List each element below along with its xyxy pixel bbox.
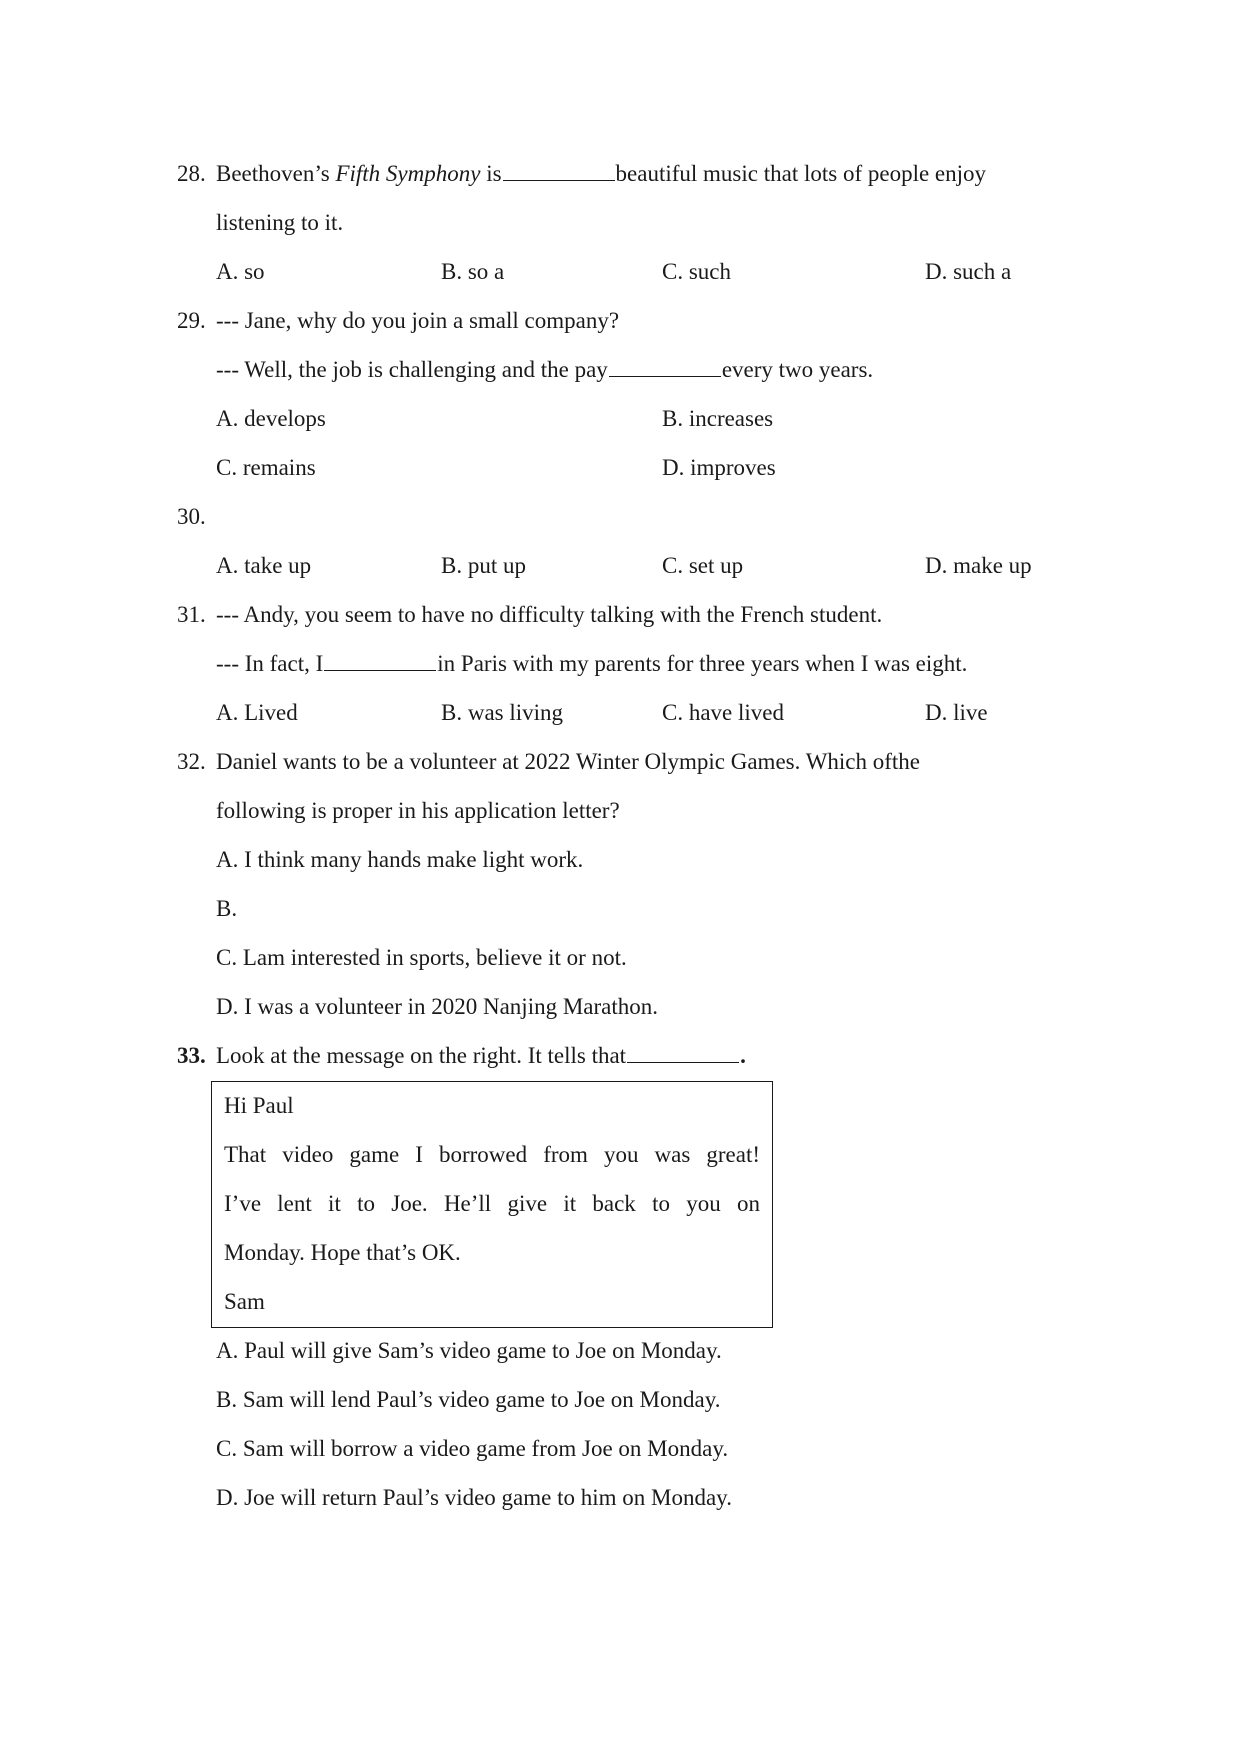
- answer-blank: [627, 1042, 739, 1063]
- question-33-text-end: .: [740, 1043, 746, 1068]
- message-line3: Monday. Hope that’s OK.: [224, 1240, 461, 1265]
- question-28-text-post: beautiful music that lots of people enjoy: [615, 161, 987, 186]
- message-line2: I’ve lent it to Joe. He’ll give it back to you on: [224, 1191, 760, 1216]
- question-31-line2-post: in Paris with my parents for three years when I was eight.: [437, 651, 968, 676]
- question-32-number: 32.: [177, 749, 206, 774]
- question-28-title: Fifth Symphony: [335, 161, 481, 186]
- option-31-a: A. Lived: [216, 700, 298, 725]
- option-29-d: D. improves: [662, 455, 776, 480]
- option-31-c: C. have lived: [662, 700, 784, 725]
- question-31-line2: [216, 650, 967, 678]
- option-28-c: C. such: [662, 259, 731, 284]
- question-30-number: 30.: [177, 504, 206, 529]
- option-30-a: A. take up: [216, 553, 312, 578]
- message-box: [211, 1081, 773, 1328]
- option-32-a: A. I think many hands make light work.: [216, 847, 584, 872]
- option-33-b: B. Sam will lend Paul’s video game to Joe on Monday.: [216, 1387, 721, 1412]
- question-28-text-mid: is: [480, 161, 502, 186]
- question-29-number: 29.: [177, 308, 206, 333]
- option-28-a: A. so: [216, 259, 265, 284]
- question-31-line1: --- Andy, you seem to have no difficulty talking with the French student.: [216, 602, 883, 627]
- answer-blank: [609, 356, 721, 377]
- question-33-stem: [216, 1042, 746, 1070]
- option-33-a: A. Paul will give Sam’s video game to Joe on Monday.: [216, 1338, 722, 1363]
- question-29-line2-pre: --- Well, the job is challenging and the pay: [216, 357, 608, 382]
- question-28-text-pre: Beethoven’s: [216, 161, 336, 186]
- question-28-stem: [216, 160, 986, 188]
- question-28-stem-line2: listening to it.: [216, 210, 344, 235]
- option-28-d: D. such a: [925, 259, 1012, 284]
- option-30-d: D. make up: [925, 553, 1032, 578]
- option-32-d: D. I was a volunteer in 2020 Nanjing Marathon.: [216, 994, 659, 1019]
- option-30-c: C. set up: [662, 553, 744, 578]
- question-31-number: 31.: [177, 602, 206, 627]
- option-31-d: D. live: [925, 700, 988, 725]
- question-29-line2-post: every two years.: [721, 357, 874, 382]
- option-29-a: A. develops: [216, 406, 326, 431]
- option-29-b: B. increases: [662, 406, 774, 431]
- option-31-b: B. was living: [441, 700, 564, 725]
- question-33-text-pre: Look at the message on the right. It tells that: [216, 1043, 627, 1068]
- option-32-b: B.: [216, 896, 238, 921]
- question-32-line2: following is proper in his application letter?: [216, 798, 620, 823]
- answer-blank: [503, 160, 615, 181]
- question-33-number: 33.: [177, 1043, 206, 1068]
- question-31-line2-pre: --- In fact, I: [216, 651, 324, 676]
- option-33-c: C. Sam will borrow a video game from Joe on Monday.: [216, 1436, 729, 1461]
- question-29-line1: --- Jane, why do you join a small company?: [216, 308, 620, 333]
- message-line1: That video game I borrowed from you was great!: [224, 1142, 760, 1167]
- message-signature: Sam: [224, 1289, 265, 1314]
- option-30-b: B. put up: [441, 553, 526, 578]
- question-29-line2: [216, 356, 873, 384]
- option-29-c: C. remains: [216, 455, 316, 480]
- option-28-b: B. so a: [441, 259, 505, 284]
- question-32-line1: Daniel wants to be a volunteer at 2022 Winter Olympic Games. Which ofthe: [216, 749, 921, 774]
- message-greeting: Hi Paul: [224, 1093, 294, 1118]
- answer-blank: [324, 650, 436, 671]
- option-32-c: C. Lam interested in sports, believe it or not.: [216, 945, 627, 970]
- question-28-number: 28.: [177, 161, 206, 186]
- option-33-d: D. Joe will return Paul’s video game to him on Monday.: [216, 1485, 732, 1510]
